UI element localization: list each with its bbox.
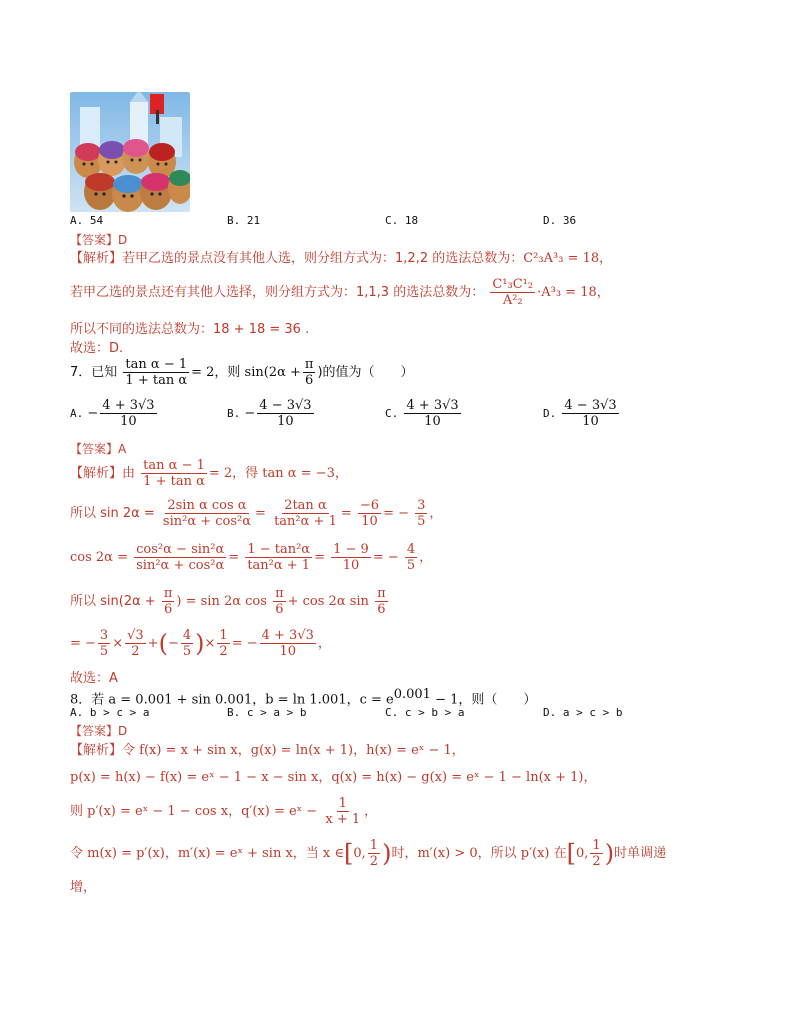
q6-analysis-line3: 所以不同的选法总数为：18 + 18 = 36 . xyxy=(70,322,310,337)
q6-analysis-line1 xyxy=(70,250,612,268)
q6-option-a: A. 54 xyxy=(70,214,104,227)
q6-l2-fraction: $\frac{\text{C¹₃C¹₂}}{\text{A²₂}}$ xyxy=(492,277,534,308)
q6-analysis-line4: 故选：D. xyxy=(70,341,124,356)
q6-analysis-line2 xyxy=(70,277,610,308)
q7-answer-tag: 【答案】A xyxy=(70,442,127,456)
q8-analysis-line3: 则 p′(x) = eˣ − 1 − cos x，q′(x) = eˣ − $\frac{1}{x + 1}$ ， xyxy=(70,796,378,827)
q7-stem-tail: )的值为（ ） xyxy=(317,365,414,380)
q6-option-c: C. 18 xyxy=(385,214,419,227)
q7-analysis-line3: cos 2α = $\frac{\text{cos²α − sin²α}}{\text{sin²α + cos²α}}$ = $\frac{\text{1 − tan²α}}{\text{tan²α + 1}}$ = $\frac{1 - 9}{10}$ = − $\frac{4}{5}$ ， xyxy=(70,542,433,573)
q8-option-b: B. c > a > b xyxy=(227,706,307,719)
q7-analysis-tag: 【解析】 xyxy=(70,466,123,481)
q7-end: 故选：A xyxy=(70,671,118,686)
q7-option-b: B. − $\frac{4 - 3√3}{10}$ xyxy=(227,398,312,429)
q8-analysis-tag: 【解析】 xyxy=(70,743,123,758)
q8-option-c: C. c > b > a xyxy=(385,706,465,719)
q7-analysis-line1: 【解析】由 $\frac{\text{tan α − 1}}{\text{1 + tan α}}$ = 2，得 tan α = −3， xyxy=(70,458,348,489)
q7-option-d: D. $\frac{4 - 3√3}{10}$ xyxy=(543,398,617,429)
q8-answer-tag: 【答案】D xyxy=(70,724,128,738)
q8-analysis-line2: p(x) = h(x) − f(x) = eˣ − 1 − x − sin x，q(x) = h(x) − g(x) = eˣ − 1 − ln(x + 1)， xyxy=(70,770,597,785)
q8-option-a: A. b > c > a xyxy=(70,706,150,719)
q8-analysis-line1: 【解析】令 f(x) = x + sin x，g(x) = ln(x + 1)，h(x) = eˣ − 1， xyxy=(70,743,465,758)
q6-answer-tag: 【答案】D xyxy=(70,233,128,247)
q6-option-b: B. 21 xyxy=(227,214,261,227)
q8-analysis-line5: 增， xyxy=(70,880,97,895)
q8-analysis-line4: 令 m(x) = p′(x)，m′(x) = eˣ + sin x，当 x ∈[0, $\frac{1}{2}$ )时，m′(x) > 0，所以 p′(x) 在[0, $\frac{1}{2}$ )时单调递 xyxy=(70,838,667,869)
q7-stem-fraction: $\frac{\text{tan α − 1}}{\text{1 + tan α}}$ xyxy=(125,357,188,388)
q7-option-a: A. − $\frac{4 + 3√3}{10}$ xyxy=(70,398,155,429)
q6-l2-text: 若甲乙选的景点还有其他人选择，则分组方式为：1,1,3 的选法总数为： xyxy=(70,285,485,300)
q7-number: 7．已知 xyxy=(70,365,118,380)
q8-stem: 8．若 a = 0.001 + sin 0.001，b = ln 1.001，$c = e^{0.001} - 1$，则（ ） xyxy=(70,687,537,708)
q6-l1-formula: C²₃A³₃ = 18， xyxy=(523,251,613,266)
q7-option-c: C. $\frac{4 + 3√3}{10}$ xyxy=(385,398,459,429)
q8-option-d: D. a > c > b xyxy=(543,706,623,719)
q7-analysis-line2: 所以 sin 2α = $\frac{\text{2sin α cos α}}{\text{sin²α + cos²α}}$ = $\frac{\text{2tan α}}{\text{tan²α + 1}}$ = $\frac{-6}{10}$ = − $\frac{3}{5}$ ， xyxy=(70,498,443,529)
q7-pi-fraction: $\frac{\pi}{6}$ xyxy=(304,357,314,388)
q7-analysis-line4: 所以 sin(2α + $\frac{\pi}{6}$ ) = sin 2α cos $\frac{\pi}{6}$ + cos 2α sin $\frac{\pi}{6}$ xyxy=(70,586,386,617)
q6-l2-tail: ·A³₃ = 18， xyxy=(537,285,610,300)
q6-l1-text: 若甲乙选的景点没有其他人选，则分组方式为：1,2,2 的选法总数为： xyxy=(122,251,524,266)
mascot-photo xyxy=(70,92,190,212)
q6-analysis-tag: 【解析】 xyxy=(70,251,123,266)
q7-analysis-line5: = − $\frac{3}{5}$ × $\frac{√3}{2}$ +(− $\frac{4}{5}$ )× $\frac{1}{2}$ = − $\frac{4 + 3√3}{10}$ ， xyxy=(70,628,331,659)
q7-stem xyxy=(70,357,414,388)
q6-option-d: D. 36 xyxy=(543,214,577,227)
q7-stem-mid: = 2，则 sin(2α + xyxy=(191,365,301,380)
